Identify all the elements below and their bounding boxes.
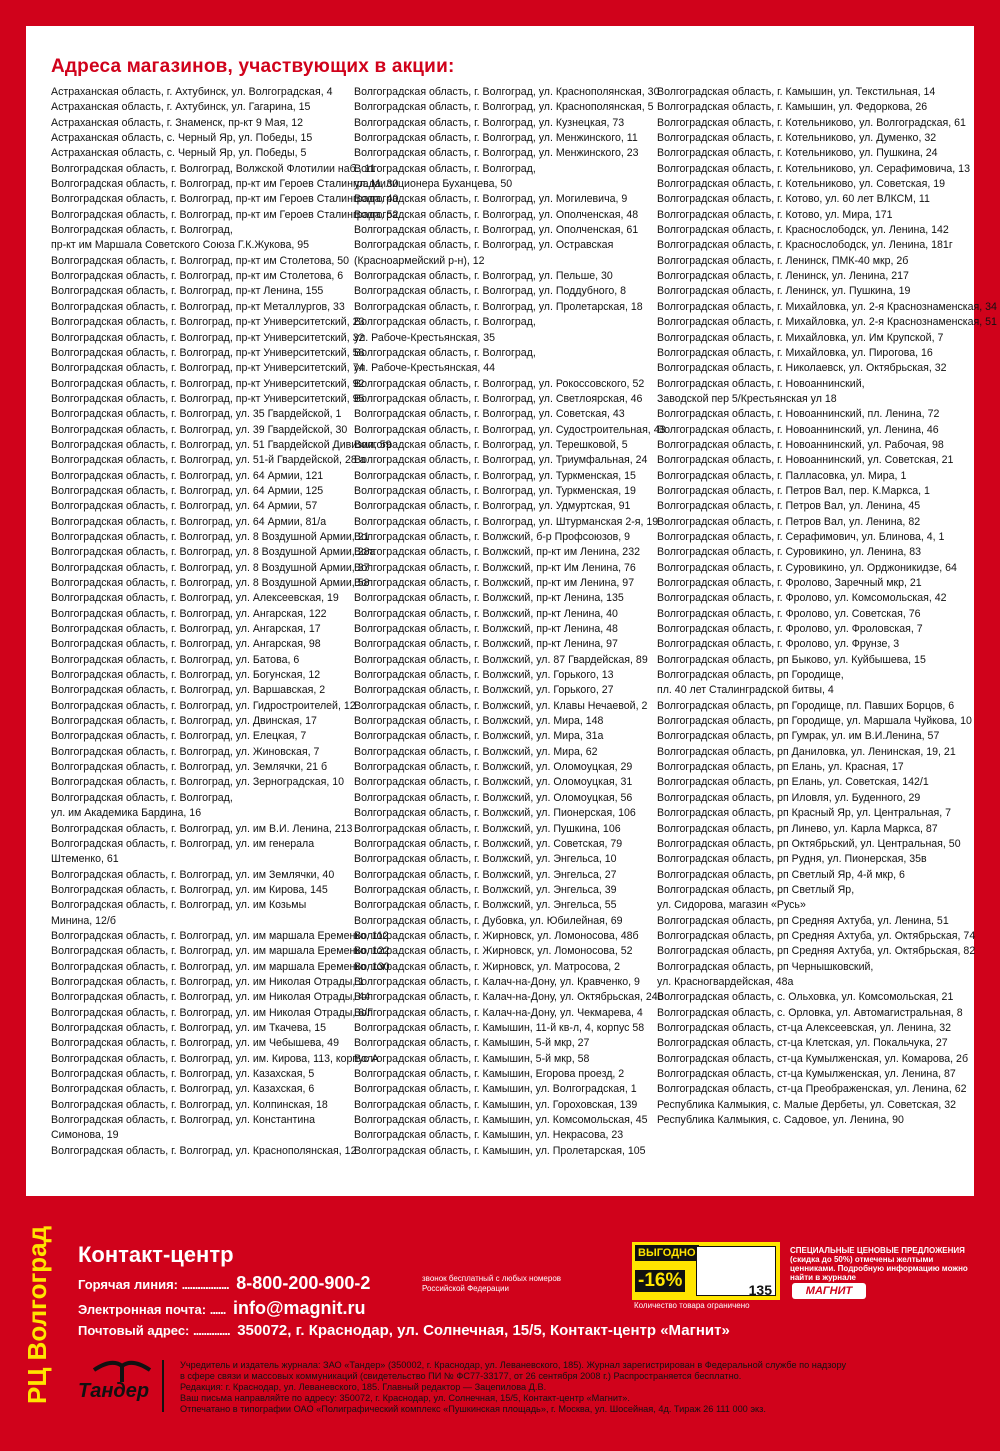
address-line: Астраханская область, с. Черный Яр, ул. Победы, 15	[51, 132, 313, 145]
legal-line: Учредитель и издатель журнала: ЗАО «Тандер» (350002, г. Краснодар, ул. Леваневского, 185). Журнал зарегистрирован в Федеральной службе по надзору	[180, 1360, 847, 1370]
address-line: Волгоградская область, г. Волгоград, ул. 64 Армии, 121	[51, 469, 324, 482]
address-line: Волгоградская область, г. Михайловка, ул. 2-я Краснознаменская, 34	[657, 300, 997, 313]
address-column-1	[51, 85, 399, 1159]
address-line: Волгоградская область, г. Волжский, ул. Энгельса, 10	[354, 853, 617, 866]
address-line: Республика Калмыкия, с. Малые Дербеты, ул. Советская, 32	[657, 1098, 957, 1111]
address-line: Волгоградская область, г. Дубовка, ул. Юбилейная, 69	[354, 914, 623, 927]
address-line: Волгоградская область, г. Жирновск, ул. Матросова, 2	[354, 960, 621, 973]
promo-limit-note: Количество товара ограничено	[634, 1301, 750, 1310]
address-line: Волгоградская область, г. Волгоград, ул. 8 Воздушной Армии, 37	[51, 561, 370, 574]
legal-line: в сфере связи и массовых коммуникаций (свидетельство ПИ № ФС77-33177, от 26 сентября 2008 г.) Распространяется бесплатно.	[180, 1371, 742, 1381]
address-line: ул. Рабоче-Крестьянская, 44	[354, 362, 496, 375]
address-line: Волгоградская область, г. Волгоград, ул. им генерала	[51, 837, 315, 850]
address-line: Волгоградская область, г. Волгоград, ул. им маршала Еременко, 112	[51, 929, 389, 942]
address-line: Волгоградская область, г. Волгоград, ул. Судостроительная, 43	[354, 423, 666, 436]
address-line: Волгоградская область, г. Камышин, Егорова проезд, 2	[354, 1068, 625, 1080]
contact-center-title: Контакт-центр	[78, 1242, 234, 1267]
address-line: Волгоградская область, г. Волжский, пр-кт им Ленина, 232	[354, 546, 640, 559]
address-line: ул. Красногвардейская, 48а	[657, 975, 794, 988]
address-line: Волгоградская область, г. Фролово, ул. Фрунзе, 3	[657, 638, 900, 651]
address-line: Астраханская область, г. Ахтубинск, ул. Волгоградская, 4	[51, 86, 333, 98]
address-line: Волгоградская область, г. Волгоград, ул. Елецкая, 7	[51, 730, 307, 743]
address-line: Волгоградская область, г. Волгоград,	[51, 224, 233, 237]
address-line: Волгоградская область, г. Волгоград,	[354, 346, 536, 359]
address-line: Волгоградская область, г. Волгоград, ул. им Козьмы	[51, 899, 307, 912]
address-line: Волгоградская область, г. Волгоград, пр-кт Университетский, 32	[51, 331, 365, 344]
address-line: Волгоградская область, г. Волгоград, ул. Кузнецкая, 73	[354, 116, 625, 129]
address-line: Волгоградская область, рп Даниловка, ул. Ленинская, 19, 21	[657, 745, 956, 758]
address-line: Заводской пер 5/Крестьянская ул 18	[657, 392, 837, 405]
address-line: Волгоградская область, рп Иловля, ул. Буденного, 29	[657, 791, 921, 804]
address-line: Волгоградская область, г. Волжский, ул. Оломоуцкая, 31	[354, 776, 633, 789]
address-line: Волгоградская область, г. Котельниково, ул. Советская, 19	[657, 178, 945, 191]
address-line: Волгоградская область, ст-ца Кумылженская, ул. Комарова, 2б	[657, 1052, 969, 1065]
address-line: Волгоградская область, г. Фролово, ул. Фроловская, 7	[657, 623, 923, 636]
address-line: Волгоградская область, г. Волжский, ул. Пионерская, 106	[354, 807, 636, 820]
address-line: Волгоградская область, г. Волгоград, ул. 8 Воздушной Армии, 28а	[51, 546, 376, 559]
address-line: пл. 40 лет Сталинградской битвы, 4	[657, 684, 834, 697]
address-line: Волгоградская область, г. Волгоград,	[51, 791, 233, 804]
address-line: Волгоградская область, г. Суровикино, ул. Орджоникидзе, 64	[657, 561, 957, 574]
address-line: Республика Калмыкия, с. Садовое, ул. Ленина, 90	[657, 1114, 904, 1127]
special-offers-text: СПЕЦИАЛЬНЫЕ ЦЕНОВЫЕ ПРЕДЛОЖЕНИЯ (скидка до 50%) отмечены желтыми ценниками. Подробную информацию можно найти в журнале	[790, 1246, 968, 1282]
address-line: Волгоградская область, г. Волжский, ул. Мира, 31а	[354, 730, 604, 743]
legal-line: Ваш письма направляйте по адресу: 350072, г. Краснодар, ул. Солнечная, 15/5, Контакт-центр «Магнит».	[180, 1393, 630, 1403]
address-line: Волгоградская область, г. Волжский, пр-кт им Ленина, 97	[354, 577, 635, 589]
address-line: Волгоградская область, г. Волгоград, ул. Землячки, 21 б	[51, 761, 328, 774]
address-line: Волгоградская область, рп Светлый Яр,	[657, 883, 855, 896]
price-value: 135	[748, 1282, 772, 1298]
hotline-number[interactable]: 8-800-200-900-2	[236, 1273, 371, 1293]
address-line: Волгоградская область, г. Волгоград, пр-кт Университетский, 92	[51, 377, 365, 390]
address-line: Волгоградская область, г. Волгоград, ул. Остравская	[354, 239, 614, 252]
address-line: Волгоградская область, г. Волгоград, ул. Гидростроителей, 12	[51, 699, 356, 712]
promo-price-tag	[632, 1242, 780, 1300]
address-line: Волгоградская область, г. Волгоград, ул. Триумфальная, 24	[354, 454, 648, 467]
address-line: Волгоградская область, г. Волгоград, пр-кт им Героев Сталинграда, 40	[51, 193, 399, 206]
postal-label: Почтовый адрес:	[78, 1323, 190, 1338]
address-line: Астраханская область, с. Черный Яр, ул. Победы, 5	[51, 147, 307, 160]
address-line: Волгоградская область, г. Камышин, ул. Федоркова, 26	[657, 101, 928, 114]
address-line: Волгоградская область, г. Волгоград, ул. им. Кирова, 113, корпус А	[51, 1052, 379, 1065]
address-line: Волгоградская область, г. Волжский, пр-кт Ленина, 40	[354, 607, 618, 620]
address-line: Волгоградская область, г. Волгоград, ул. Менжинского, 11	[354, 132, 638, 145]
address-line: Волгоградская область, рп Быково, ул. Куйбышева, 15	[657, 653, 926, 666]
address-line: Волгоградская область, г. Волгоград, ул. Двинская, 17	[51, 715, 317, 728]
address-line: Волгоградская область, рп Красный Яр, ул. Центральная, 7	[657, 807, 951, 820]
address-line: Волгоградская область, с. Орловка, ул. Автомагистральная, 8	[657, 1006, 963, 1019]
address-line: Волгоградская область, г. Волгоград, ул. Удмуртская, 91	[354, 500, 631, 513]
address-line: Волгоградская область, г. Михайловка, ул. 2-я Краснознаменская, 51	[657, 316, 997, 329]
address-line: Волгоградская область, г. Волгоград, ул. Алексеевская, 19	[51, 592, 339, 605]
address-line: Волгоградская область, г. Волгоград, ул. Пролетарская, 18	[354, 300, 643, 313]
address-line: Волгоградская область, г. Волгоград, пр-кт им Героев Сталинграда, 52	[51, 208, 399, 221]
free-call-note: звонок бесплатный с любых номеров Российской Федерации	[422, 1274, 562, 1293]
address-line: Волгоградская область, г. Волгоград, пр-кт Университетский, 23	[51, 316, 365, 329]
address-line: Волгоградская область, рп Октябрьский, ул. Центральная, 50	[657, 837, 961, 850]
address-line: Волгоградская область, г. Волгоград, ул. Терешковой, 5	[354, 438, 628, 451]
address-line: Волгоградская область, г. Волжский, ул. Оломоуцкая, 56	[354, 791, 633, 804]
address-line: Волгоградская область, г. Камышин, ул. Волгоградская, 1	[354, 1083, 637, 1096]
address-line: Волгоградская область, г. Камышин, ул. Пролетарская, 105	[354, 1144, 646, 1157]
address-line: Волгоградская область, г. Волгоград, ул. Жиновская, 7	[51, 745, 320, 758]
address-line: Волгоградская область, г. Волгоград, ул. Краснополянская, 5	[354, 101, 654, 114]
address-line: Волгоградская область, г. Краснослободск, ул. Ленина, 181г	[657, 239, 953, 252]
address-line: Волгоградская область, г. Камышин, ул. Текстильная, 14	[657, 86, 936, 98]
address-line: Волгоградская область, г. Волгоград, ул. Светлоярская, 46	[354, 392, 643, 405]
address-line: Волгоградская область, г. Волгоград, ул. им Николая Отрады, 44	[51, 991, 371, 1004]
address-line: Волгоградская область, рп Средняя Ахтуба, ул. Октябрьская, 82	[657, 945, 976, 958]
address-line: Волгоградская область, г. Волгоград, ул. Зерноградская, 10	[51, 776, 345, 789]
address-line: Волгоградская область, г. Волжский, ул. Энгельса, 27	[354, 868, 617, 881]
address-line: Волгоградская область, рп Средняя Ахтуба, ул. Ленина, 51	[657, 914, 949, 927]
address-line: Волгоградская область, г. Волгоград, ул. Пельше, 30	[354, 270, 613, 283]
address-line: Волгоградская область, г. Волжский, ул. Советская, 79	[354, 837, 623, 850]
address-line: Волгоградская область, г. Волгоград, пр-кт им Героев Сталинграда, 30	[51, 178, 399, 191]
address-line: Волгоградская область, ст-ца Клетская, ул. Покальчука, 27	[657, 1037, 948, 1050]
address-line: Волгоградская область, г. Волгоград, ул. 35 Гвардейской, 1	[51, 408, 342, 421]
address-line: Симонова, 19	[51, 1129, 119, 1142]
address-line: Волгоградская область, г. Волгоград, ул. Краснополянская, 30	[354, 86, 660, 98]
address-line: Волгоградская область, г. Волгоград, пр-кт Университетский, 58	[51, 346, 365, 359]
address-line: Волгоградская область, г. Волгоград, ул. 64 Армии, 125	[51, 484, 324, 497]
address-line: Волгоградская область, г. Котово, ул. Мира, 171	[657, 208, 893, 221]
address-line: Волгоградская область, г. Волжский, ул. Горького, 13	[354, 669, 614, 682]
address-line: Волгоградская область, рп Елань, ул. Советская, 142/1	[657, 776, 929, 789]
address-line: Волгоградская область, г. Волгоград,	[354, 316, 536, 329]
address-line: Волгоградская область, г. Волгоград, ул. 39 Гвардейской, 30	[51, 423, 348, 436]
address-line: Волгоградская область, г. Волгоград, ул. 64 Армии, 57	[51, 500, 318, 513]
address-line: Волгоградская область, г. Волжский, ул. Мира, 148	[354, 715, 604, 728]
address-line: Волгоградская область, ст-ца Алексеевская, ул. Ленина, 32	[657, 1021, 952, 1034]
address-line: Волгоградская область, г. Волжский, ул. Энгельса, 39	[354, 883, 617, 896]
address-line: Волгоградская область, г. Волжский, ул. Пушкина, 106	[354, 822, 621, 835]
address-line: Волгоградская область, г. Волгоград, ул. Богунская, 12	[51, 669, 321, 682]
address-line: Волгоградская область, г. Волгоград, ул. им Землячки, 40	[51, 868, 335, 881]
legal-line: Отпечатано в типографии ОАО «Полиграфический комплекс «Пушкинская площадь», г. Москва, ул. Шосейная, 4д. Тираж 26 111 000 экз.	[180, 1404, 766, 1414]
promo-discount: -16%	[635, 1270, 685, 1292]
address-line: ул. Милиционера Буханцева, 50	[354, 178, 513, 191]
hotline-label: Горячая линия:	[78, 1277, 179, 1292]
email-link[interactable]: info@magnit.ru	[233, 1298, 366, 1318]
address-line: Волгоградская область, г. Фролово, Заречный мкр, 21	[657, 577, 922, 589]
postal-row: Почтовый адрес: .............. 350072, г. Краснодар, ул. Солнечная, 15/5, Контакт-центр «Магнит»	[78, 1322, 730, 1339]
legal-line: Редакция: г. Краснодар, ул. Леваневского, 185. Главный редактор — Зацепилова Д.В.	[180, 1382, 547, 1392]
address-line: Минина, 12/б	[51, 914, 116, 927]
tander-mark-icon	[92, 1356, 152, 1382]
magnit-logo: МАГНИТ	[792, 1283, 866, 1299]
address-line: Волгоградская область, г. Палласовка, ул. Мира, 1	[657, 469, 907, 482]
address-line: Волгоградская область, г. Новоаннинский,	[657, 377, 865, 390]
address-line: Волгоградская область, г. Волгоград, ул. Ангарская, 17	[51, 623, 321, 636]
region-label: РЦ Волгоград	[22, 1225, 52, 1404]
address-line: Волгоградская область, г. Камышин, ул. Некрасова, 23	[354, 1129, 624, 1142]
address-line: Волгоградская область, рп Рудня, ул. Пионерская, 35в	[657, 853, 927, 866]
price-card	[696, 1246, 776, 1296]
address-line: Волгоградская область, г. Волгоград, ул. им Николая Отрады, 8/Г	[51, 1006, 373, 1019]
address-line: Волгоградская область, г. Волгоград, ул. Ангарская, 122	[51, 607, 327, 620]
address-line: Волгоградская область, г. Михайловка, ул. Пирогова, 16	[657, 346, 933, 359]
address-line: Волгоградская область, г. Волгоград, ул. Рокоссовского, 52	[354, 377, 645, 390]
address-line: Волгоградская область, г. Камышин, 5-й мкр, 27	[354, 1037, 590, 1050]
address-line: Волгоградская область, г. Волгоград, ул. Ополченская, 48	[354, 208, 639, 221]
address-line: Волгоградская область, г. Волгоград, ул. Менжинского, 23	[354, 147, 639, 160]
address-line: Волгоградская область, г. Волгоград, пр-кт им Столетова, 6	[51, 270, 344, 283]
address-line: Волгоградская область, г. Волгоград, ул. Казахская, 5	[51, 1068, 315, 1080]
page-title: Адреса магазинов, участвующих в акции:	[51, 56, 455, 77]
address-line: Волгоградская область, рп Светлый Яр, 4-й мкр, 6	[657, 868, 905, 881]
address-line: Волгоградская область, г. Волгоград, ул. 51-й Гвардейской, 28 а	[51, 454, 366, 467]
address-line: Штеменко, 61	[51, 853, 119, 866]
address-line: Волгоградская область, с. Ольховка, ул. Комсомольская, 21	[657, 991, 954, 1004]
address-line: Волгоградская область, г. Камышин, 11-й кв-л, 4, корпус 58	[354, 1021, 645, 1034]
address-line: (Красноармейский р-н), 12	[354, 254, 485, 267]
address-line: Волгоградская область, г. Волгоград, ул. им В.И. Ленина, 213	[51, 822, 353, 835]
address-line: Волгоградская область, г. Волгоград, ул. Казахская, 6	[51, 1083, 315, 1096]
address-line: Волгоградская область, г. Фролово, ул. Комсомольская, 42	[657, 592, 947, 605]
address-line: Волгоградская область, г. Волгоград, ул. Ополченская, 61	[354, 224, 639, 237]
address-column-3	[657, 85, 997, 1128]
address-line: Волгоградская область, рп Средняя Ахтуба, ул. Октябрьская, 74	[657, 929, 976, 942]
postal-address: 350072, г. Краснодар, ул. Солнечная, 15/5, Контакт-центр «Магнит»	[237, 1322, 730, 1339]
tander-wordmark: Тандер	[78, 1380, 150, 1402]
address-line: Волгоградская область, г. Волгоград, ул. им маршала Еременко, 130	[51, 960, 390, 973]
address-line: Волгоградская область, г. Волгоград, Волжской Флотилии наб., 11	[51, 162, 376, 175]
address-line: Волгоградская область, г. Камышин, ул. Комсомольская, 45	[354, 1114, 648, 1127]
address-line: Волгоградская область, г. Котельниково, ул. Пушкина, 24	[657, 147, 938, 160]
address-line: Волгоградская область, г. Волгоград, ул. Могилевича, 9	[354, 193, 628, 206]
address-line: Волгоградская область, г. Жирновск, ул. Ломоносова, 48б	[354, 929, 639, 942]
address-line: Волгоградская область, рп Елань, ул. Красная, 17	[657, 761, 904, 774]
address-line: Волгоградская область, рп Гумрак, ул. им В.И.Ленина, 57	[657, 730, 940, 743]
address-line: Волгоградская область, ст-ца Преображенская, ул. Ленина, 62	[657, 1083, 967, 1096]
address-line: Волгоградская область, г. Петров Вал, ул. Ленина, 82	[657, 515, 921, 528]
address-line: Волгоградская область, г. Серафимович, ул. Блинова, 4, 1	[657, 530, 945, 543]
tander-logo	[78, 1356, 164, 1414]
address-line: Волгоградская область, г. Волгоград, ул. 8 Воздушной Армии, 21	[51, 530, 370, 543]
address-line: Волгоградская область, г. Волгоград, ул. им Николая Отрады, 1	[51, 975, 365, 988]
address-line: Волгоградская область, г. Волгоград, ул. Колпинская, 18	[51, 1098, 328, 1111]
address-line: Волгоградская область, г. Калач-на-Дону, ул. Октябрьская, 246	[354, 991, 664, 1004]
address-line: Волгоградская область, г. Волгоград, пр-кт Металлургов, 33	[51, 300, 345, 313]
address-line: Волгоградская область, г. Волгоград, пр-кт Университетский, 95	[51, 392, 365, 405]
address-line: Волгоградская область, г. Петров Вал, пер. К.Маркса, 1	[657, 484, 930, 497]
address-line: Волгоградская область, г. Волгоград, ул. Ангарская, 98	[51, 638, 321, 651]
address-line: Волгоградская область, г. Калач-на-Дону, ул. Кравченко, 9	[354, 975, 640, 988]
address-line: Волгоградская область, г. Волжский, пр-кт Ленина, 135	[354, 592, 624, 605]
address-line: Волгоградская область, г. Волгоград, ул. Туркменская, 15	[354, 469, 636, 482]
address-line: ул. им Академика Бардина, 16	[51, 807, 202, 820]
address-line: Волгоградская область, г. Волгоград, ул. Туркменская, 19	[354, 484, 636, 497]
promo-tag: ВЫГОДНО	[635, 1245, 699, 1261]
address-line: Волгоградская область, г. Ленинск, ул. Ленина, 217	[657, 270, 909, 283]
address-line: Волгоградская область, г. Волгоград, ул. им Чебышева, 49	[51, 1037, 339, 1050]
address-line: Волгоградская область, г. Волгоград, ул. Штурманская 2-я, 19	[354, 515, 659, 528]
address-line: Волгоградская область, г. Волжский, ул. Энгельса, 55	[354, 899, 617, 912]
address-line: Волгоградская область, г. Волгоград, ул. им Ткачева, 15	[51, 1021, 326, 1034]
address-line: Волгоградская область, г. Волгоград,	[354, 162, 536, 175]
divider	[162, 1360, 164, 1412]
address-line: Волгоградская область, г. Волгоград, ул. им маршала Еременко, 122	[51, 945, 390, 958]
address-line: пр-кт им Маршала Советского Союза Г.К.Жукова, 95	[51, 239, 310, 252]
address-line: Волгоградская область, г. Котово, ул. 60 лет ВЛКСМ, 11	[657, 193, 930, 206]
address-line: Волгоградская область, г. Николаевск, ул. Октябрьская, 32	[657, 362, 947, 375]
email-row: Электронная почта: ...... info@magnit.ru	[78, 1298, 366, 1318]
address-line: Волгоградская область, г. Волжский, ул. Мира, 62	[354, 745, 598, 758]
address-line: Волгоградская область, г. Волгоград, ул. 51 Гвардейской Дивизии, 59	[51, 438, 392, 451]
address-line: Волгоградская область, ст-ца Кумылженская, ул. Ленина, 87	[657, 1068, 956, 1080]
address-line: Волгоградская область, г. Жирновск, ул. Ломоносова, 52	[354, 945, 633, 958]
address-line: Волгоградская область, г. Ленинск, ПМК-40 мкр, 2б	[657, 254, 909, 267]
address-line: Волгоградская область, г. Волгоград, пр-кт Ленина, 155	[51, 285, 324, 298]
address-line: Волгоградская область, рп Городище, пл. Павших Борцов, 6	[657, 699, 955, 712]
address-line: Волгоградская область, г. Суровикино, ул. Ленина, 83	[657, 546, 922, 559]
address-line: Волгоградская область, г. Волжский, ул. Оломоуцкая, 29	[354, 761, 633, 774]
address-line: Волгоградская область, г. Петров Вал, ул. Ленина, 45	[657, 500, 921, 513]
address-line: Волгоградская область, г. Волгоград, ул. 8 Воздушной Армии, 58	[51, 577, 370, 589]
email-label: Электронная почта:	[78, 1302, 207, 1317]
address-line: Волгоградская область, рп Линево, ул. Карла Маркса, 87	[657, 822, 938, 835]
address-line: ул. Сидорова, магазин «Русь»	[657, 899, 806, 912]
address-line: Волгоградская область, г. Волгоград, ул. Поддубного, 8	[354, 285, 627, 298]
address-line: Волгоградская область, г. Котельниково, ул. Серафимовича, 13	[657, 162, 970, 175]
address-line: Волгоградская область, рп Городище, ул. Маршала Чуйкова, 10	[657, 715, 972, 728]
address-line: Волгоградская область, г. Фролово, ул. Советская, 76	[657, 607, 921, 620]
address-line: Волгоградская область, г. Волжский, пр-кт Им Ленина, 76	[354, 561, 636, 574]
address-line: Волгоградская область, г. Михайловка, ул. Им Крупской, 7	[657, 331, 944, 344]
address-line: Волгоградская область, рп Чернышковский,	[657, 960, 874, 973]
address-line: Волгоградская область, г. Волгоград, ул. Краснополянская, 12	[51, 1144, 357, 1157]
address-line: Волгоградская область, г. Волгоград, пр-кт им Столетова, 50	[51, 254, 350, 267]
address-line: Волгоградская область, г. Волжский, пр-кт Ленина, 48	[354, 623, 618, 636]
address-line: Волгоградская область, рп Городище,	[657, 669, 844, 682]
address-column-2	[354, 85, 666, 1159]
address-line: Волгоградская область, г. Волгоград, ул. им Кирова, 145	[51, 883, 328, 896]
address-line: Волгоградская область, г. Волгоград, ул. Батова, 6	[51, 653, 300, 666]
address-line: Волгоградская область, г. Новоаннинский, ул. Ленина, 46	[657, 423, 939, 436]
address-line: Волгоградская область, г. Волжский, ул. Клавы Нечаевой, 2	[354, 699, 648, 712]
address-line: Астраханская область, г. Знаменск, пр-кт 9 Мая, 12	[51, 116, 303, 129]
address-line: Волгоградская область, г. Волжский, пр-кт Ленина, 97	[354, 638, 618, 651]
hotline-row: Горячая линия: .................. 8-800-200-900-2	[78, 1273, 371, 1293]
address-line: Волгоградская область, г. Волгоград, ул. Варшавская, 2	[51, 684, 326, 697]
address-line: Астраханская область, г. Ахтубинск, ул. Гагарина, 15	[51, 101, 311, 114]
address-line: Волгоградская область, г. Волгоград, ул. 64 Армии, 81/а	[51, 515, 327, 528]
address-line: Волгоградская область, г. Волжский, ул. 87 Гвардейская, 89	[354, 653, 648, 666]
address-line: Волгоградская область, г. Ленинск, ул. Пушкина, 19	[657, 285, 911, 298]
address-line: Волгоградская область, г. Камышин, ул. Гороховская, 139	[354, 1098, 638, 1111]
legal-imprint	[180, 1360, 980, 1415]
address-line: Волгоградская область, г. Калач-на-Дону, ул. Чекмарева, 4	[354, 1006, 643, 1019]
address-line: Волгоградская область, г. Новоаннинский, ул. Советская, 21	[657, 454, 954, 467]
address-line: Волгоградская область, г. Котельниково, ул. Думенко, 32	[657, 132, 937, 145]
address-line: Волгоградская область, г. Волжский, ул. Горького, 27	[354, 684, 614, 697]
address-line: Волгоградская область, г. Волгоград, ул. Константина	[51, 1114, 316, 1127]
address-line: ул. Рабоче-Крестьянская, 35	[354, 331, 496, 344]
address-line: Волгоградская область, г. Новоаннинский, ул. Рабочая, 98	[657, 438, 944, 451]
address-line: Волгоградская область, г. Волжский, б-р Профсоюзов, 9	[354, 530, 631, 543]
address-line: Волгоградская область, г. Котельниково, ул. Волгоградская, 61	[657, 116, 966, 129]
address-line: Волгоградская область, г. Волгоград, ул. Советская, 43	[354, 408, 625, 421]
address-line: Волгоградская область, г. Новоаннинский, пл. Ленина, 72	[657, 408, 940, 421]
address-line: Волгоградская область, г. Волгоград, пр-кт Университетский, 74	[51, 362, 365, 375]
address-line: Волгоградская область, г. Камышин, 5-й мкр, 58	[354, 1052, 590, 1065]
address-line: Волгоградская область, г. Краснослободск, ул. Ленина, 142	[657, 224, 949, 237]
